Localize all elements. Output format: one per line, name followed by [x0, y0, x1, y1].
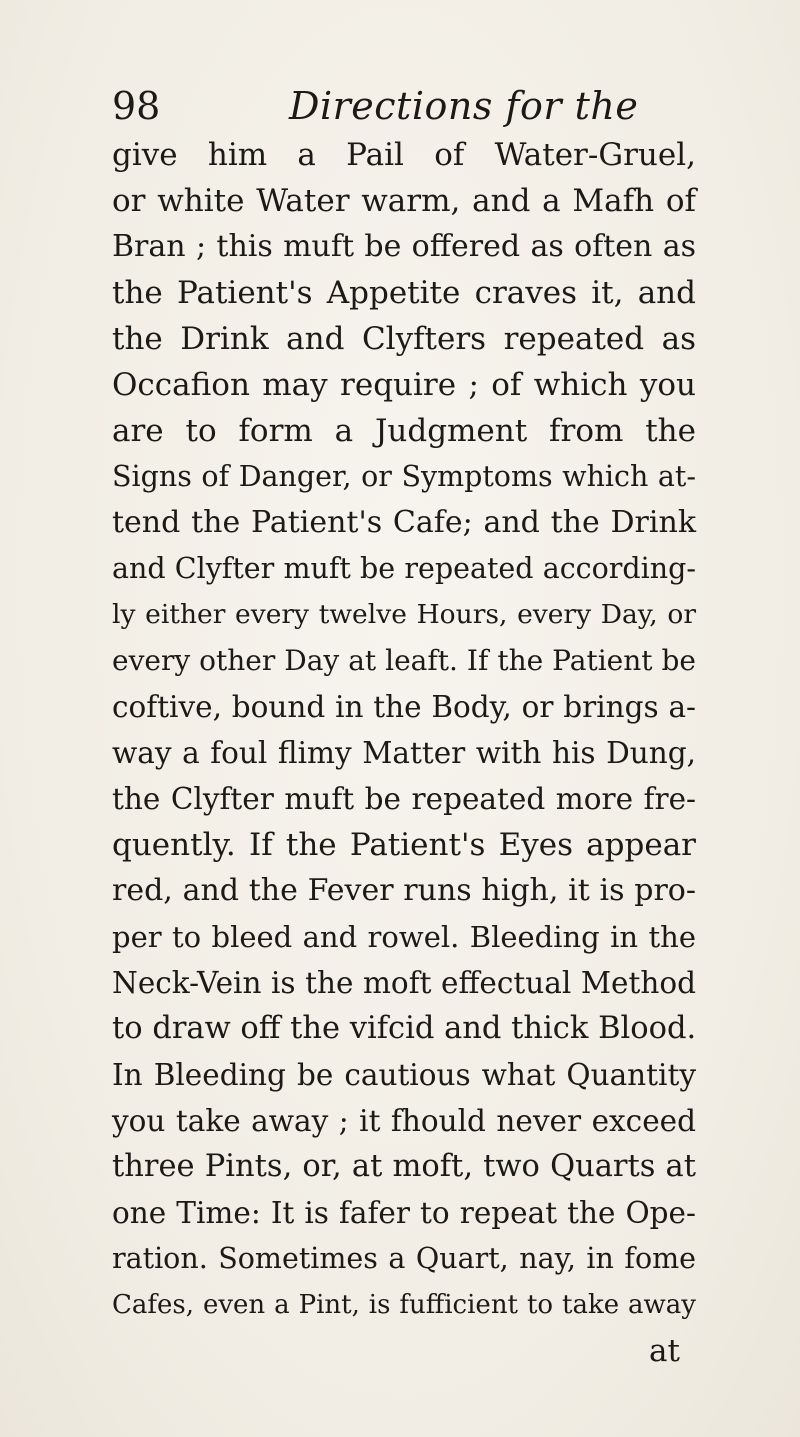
text-line: every other Day at leaft. If the Patient be: [112, 644, 696, 677]
text-line: way a foul flimy Matter with his Dung,: [112, 736, 696, 770]
text-line: per to bleed and rowel. Bleeding in the: [112, 920, 696, 954]
page-number: 98: [112, 84, 161, 128]
text-line: Cafes, even a Pint, is fufficient to take away: [112, 1290, 696, 1320]
body-text: [112, 132, 696, 1374]
text-line: ly either every twelve Hours, every Day, or: [112, 599, 696, 630]
text-line: the Clyfter muft be repeated more fre-: [112, 782, 696, 816]
running-title: Directions for the: [289, 84, 639, 128]
text-line: or white Water warm, and a Mafh of: [112, 183, 696, 219]
text-line: give him a Pail of Water-Gruel,: [112, 137, 696, 173]
text-line: In Bleeding be cautious what Quantity: [112, 1058, 696, 1092]
page-header: [112, 80, 712, 132]
text-line: are to form a Judgment from the: [112, 413, 696, 449]
text-line: the Patient's Appetite craves it, and: [112, 275, 696, 311]
text-line: red, and the Fever runs high, it is pro-: [112, 873, 696, 908]
text-line: Neck-Vein is the moft effectual Method: [112, 966, 696, 1000]
text-line: ration. Sometimes a Quart, nay, in fome: [112, 1242, 696, 1275]
text-line: one Time: It is fafer to repeat the Ope-: [112, 1196, 696, 1230]
text-line: tend the Patient's Cafe; and the Drink: [112, 505, 696, 540]
text-line: to draw off the vifcid and thick Blood.: [112, 1011, 697, 1046]
text-line: the Drink and Clyfters repeated as: [112, 321, 696, 357]
text-line: Bran ; this muft be offered as often as: [112, 229, 696, 264]
text-line: three Pints, or, at moft, two Quarts at: [112, 1149, 696, 1184]
text-line: and Clyfter muft be repeated according-: [112, 552, 696, 585]
text-line: you take away ; it fhould never exceed: [112, 1104, 696, 1138]
catchword: at: [649, 1333, 680, 1369]
text-line: Occafion may require ; of which you: [112, 367, 696, 403]
text-line: quently. If the Patient's Eyes appear: [112, 827, 696, 863]
text-line: coftive, bound in the Body, or brings a-: [112, 690, 696, 724]
text-line: Signs of Danger, or Symptoms which at-: [112, 460, 696, 493]
